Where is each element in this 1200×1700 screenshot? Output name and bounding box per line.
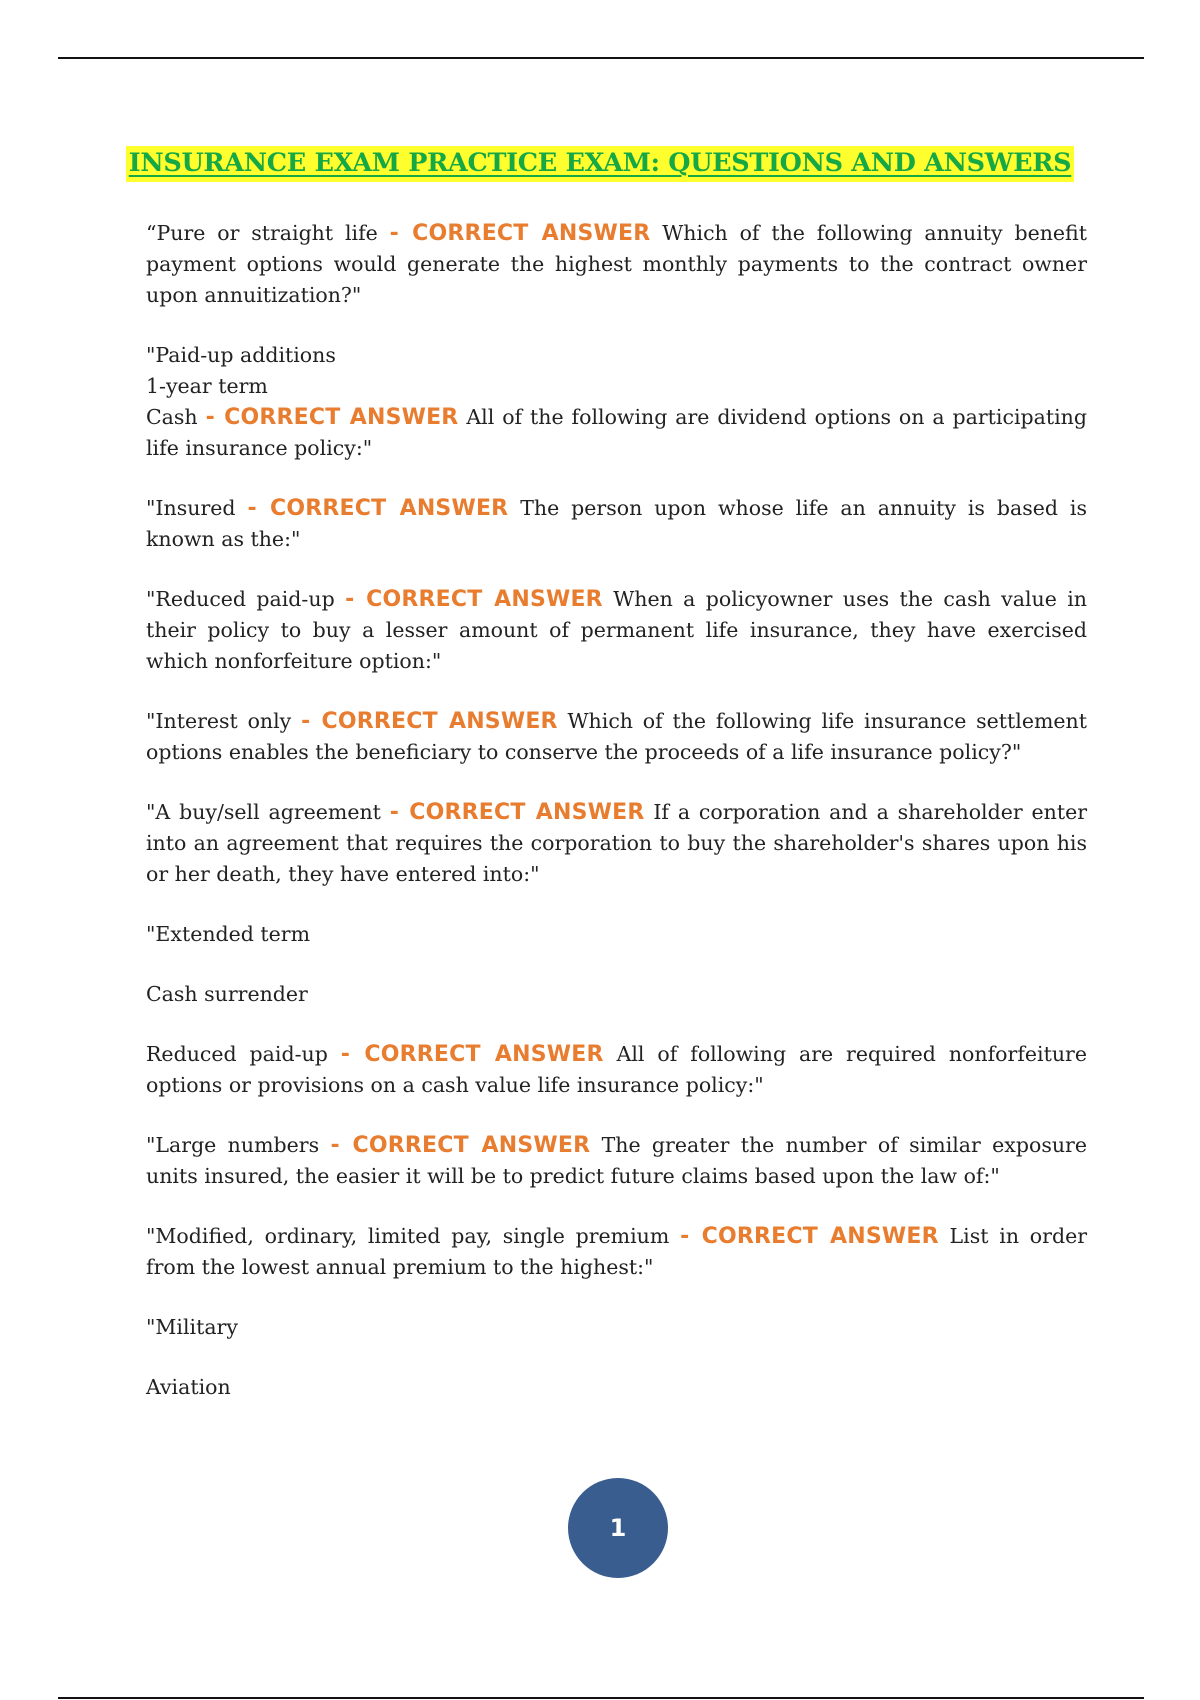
- bottom-rule: [58, 1697, 1144, 1699]
- answer-text: "Reduced paid-up: [146, 587, 335, 611]
- option-line: Cash surrender: [146, 982, 308, 1006]
- option-line: 1-year term: [146, 374, 268, 398]
- option-line: "Military: [146, 1315, 238, 1339]
- correct-answer-marker: - CORRECT ANSWER: [680, 1224, 939, 1249]
- qa-entry: [146, 706, 1087, 768]
- answer-text: "A buy/sell agreement: [146, 800, 381, 824]
- correct-answer-marker: - CORRECT ANSWER: [345, 587, 603, 612]
- qa-entry: [146, 797, 1087, 890]
- question-text: List in order from the lowest annual premium to the highest:": [146, 1224, 1087, 1279]
- document-body: [146, 218, 1087, 1432]
- option-line: "Paid-up additions: [146, 343, 336, 367]
- correct-answer-marker: - CORRECT ANSWER: [330, 1133, 591, 1158]
- qa-entry: [146, 218, 1087, 311]
- answer-text: "Large numbers: [146, 1133, 320, 1157]
- page-number: 1: [609, 1514, 627, 1542]
- option-line: "Extended term: [146, 922, 311, 946]
- answer-text: Reduced paid-up: [146, 1042, 328, 1066]
- question-text: All of following are required nonforfeiture options or provisions on a cash value life insurance policy:": [146, 1042, 1087, 1097]
- answer-text: Cash: [146, 405, 198, 429]
- qa-entry: [146, 1221, 1087, 1283]
- answer-text: "Interest only: [146, 709, 292, 733]
- page-title: INSURANCE EXAM PRACTICE EXAM: QUESTIONS AND ANSWERS: [126, 146, 1075, 182]
- correct-answer-marker: - CORRECT ANSWER: [340, 1042, 604, 1067]
- question-text: The person upon whose life an annuity is based is known as the:": [146, 496, 1087, 551]
- question-text: If a corporation and a shareholder enter into an agreement that requires the corporation to buy the shareholder's shares upon his or her death, they have entered into:": [146, 800, 1087, 886]
- correct-answer-marker: - CORRECT ANSWER: [389, 800, 645, 825]
- answer-text: "Insured: [146, 496, 236, 520]
- option-line: Aviation: [146, 1375, 231, 1399]
- correct-answer-marker: - CORRECT ANSWER: [389, 221, 651, 246]
- question-text: The greater the number of similar exposure units insured, the easier it will be to predict future claims based upon the law of:": [146, 1133, 1087, 1188]
- question-text: All of the following are dividend options on a participating life insurance policy:": [146, 405, 1087, 460]
- page-number-badge: [568, 1478, 668, 1578]
- correct-answer-marker: - CORRECT ANSWER: [247, 496, 509, 521]
- correct-answer-marker: - CORRECT ANSWER: [205, 405, 459, 430]
- qa-entry: [146, 584, 1087, 677]
- qa-entry: [146, 1130, 1087, 1192]
- answer-text: “Pure or straight life: [146, 221, 378, 245]
- title-container: [0, 146, 1200, 182]
- question-text: Which of the following life insurance settlement options enables the beneficiary to conserve the proceeds of a life insurance policy?": [146, 709, 1087, 764]
- qa-entry: [146, 493, 1087, 555]
- answer-text: "Modified, ordinary, limited pay, single premium: [146, 1224, 670, 1248]
- qa-entry: [146, 1039, 1087, 1101]
- qa-entry: [146, 402, 1087, 464]
- top-rule: [58, 57, 1144, 59]
- correct-answer-marker: - CORRECT ANSWER: [301, 709, 558, 734]
- question-text: Which of the following annuity benefit payment options would generate the highest monthly payments to the contract owner upon annuitization?": [146, 221, 1087, 307]
- question-text: When a policyowner uses the cash value in their policy to buy a lesser amount of permanent life insurance, they have exercised which nonforfeiture option:": [146, 587, 1087, 673]
